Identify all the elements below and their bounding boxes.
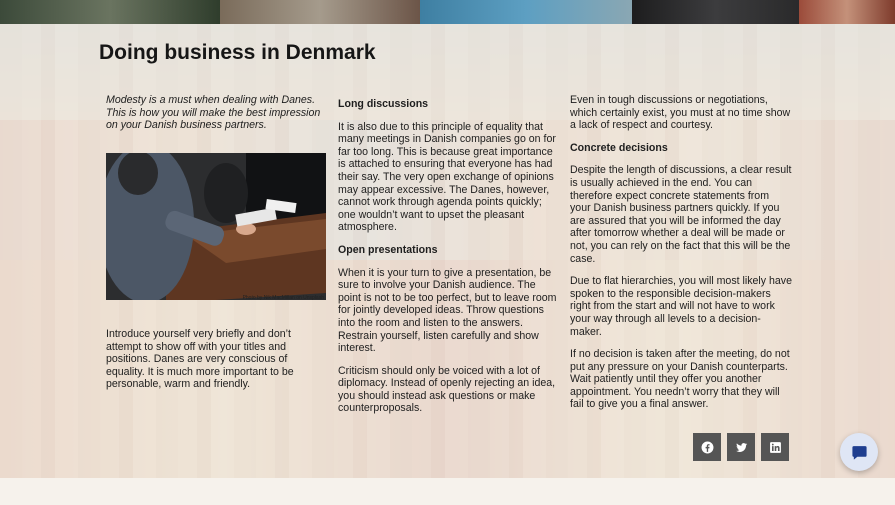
- column-left: [106, 94, 324, 142]
- heading-concrete-decisions: Concrete decisions: [570, 141, 668, 154]
- heading-open-presentations: Open presentations: [338, 243, 438, 256]
- twitter-icon: [735, 441, 748, 454]
- page-title: Doing business in Denmark: [99, 41, 376, 64]
- chat-icon: [851, 444, 868, 461]
- linkedin-icon: [769, 441, 782, 454]
- share-linkedin-button[interactable]: [761, 433, 789, 461]
- open-presentations-text: When it is your turn to give a presentation, be sure to involve your Danish audience. The point is not to be too perfect, but to leave room for jointly developed ideas. Throw questions into the room and listen to the answers. Restrain yourself, listen carefully and show interest.: [338, 266, 557, 355]
- intro-paragraph: Introduce yourself very briefly and don’t attempt to show off with your titles and positions. Danes are very conscious of equality. It is much more important to be personable, warm and friendly.: [106, 328, 294, 391]
- business-meeting-photo: [106, 153, 326, 300]
- chat-button[interactable]: [840, 433, 878, 471]
- column-right: [570, 94, 792, 421]
- facebook-icon: [701, 441, 714, 454]
- tough-discussions-text: Even in tough discussions or negotiations, which certainly exist, you must at no time show a lack of respect and courtesy.: [570, 94, 791, 132]
- criticism-text: Criticism should only be voiced with a lot of diplomacy. Instead of openly rejecting an idea, you should instead ask questions or make counterproposals.: [338, 364, 556, 415]
- concrete-decisions-text: Despite the length of discussions, a clear result is usually achieved in the end. You can therefore expect concrete statements from your Danish business partners quickly. If you are assured that you will be informed the day after tomorrow whether a deal will be made or not, you can rely on the fact that this will be the case.: [570, 164, 792, 265]
- top-image-strip: [0, 0, 895, 24]
- heading-long-discussions: Long discussions: [338, 98, 429, 110]
- flat-hierarchies-text: Due to flat hierarchies, you will most likely have spoken to the responsible decision-makers right from the start and will not have to work your way through all levels to a decision-maker.: [570, 275, 792, 338]
- long-discussions-text: It is also due to this principle of equality that many meetings in Danish companies go on for far too long. This is because great importance is attached to ensuring that everyone has had their say. The very open exchange of opinions may appear excessive. The Danes, however, cannot work through agenda points quickly; one wouldn’t want to upset the pleasant atmosphere.: [338, 120, 556, 234]
- share-twitter-button[interactable]: [727, 433, 755, 461]
- footer-bar: [0, 478, 895, 505]
- column-middle: [338, 98, 560, 425]
- share-facebook-button[interactable]: [693, 433, 721, 461]
- no-decision-text: If no decision is taken after the meeting, do not put any pressure on your Danish counterparts. Wait patiently until they offer you another appointment. You needn’t worry that they will fail to give you a final answer.: [570, 348, 790, 411]
- column-left-lower: [106, 328, 324, 401]
- photo-credit: Photo by Nik MacMillan on Unsplash: [242, 295, 324, 300]
- intro-text: Modesty is a must when dealing with Danes. This is how you will make the best impression on your Danish business partners.: [106, 94, 321, 132]
